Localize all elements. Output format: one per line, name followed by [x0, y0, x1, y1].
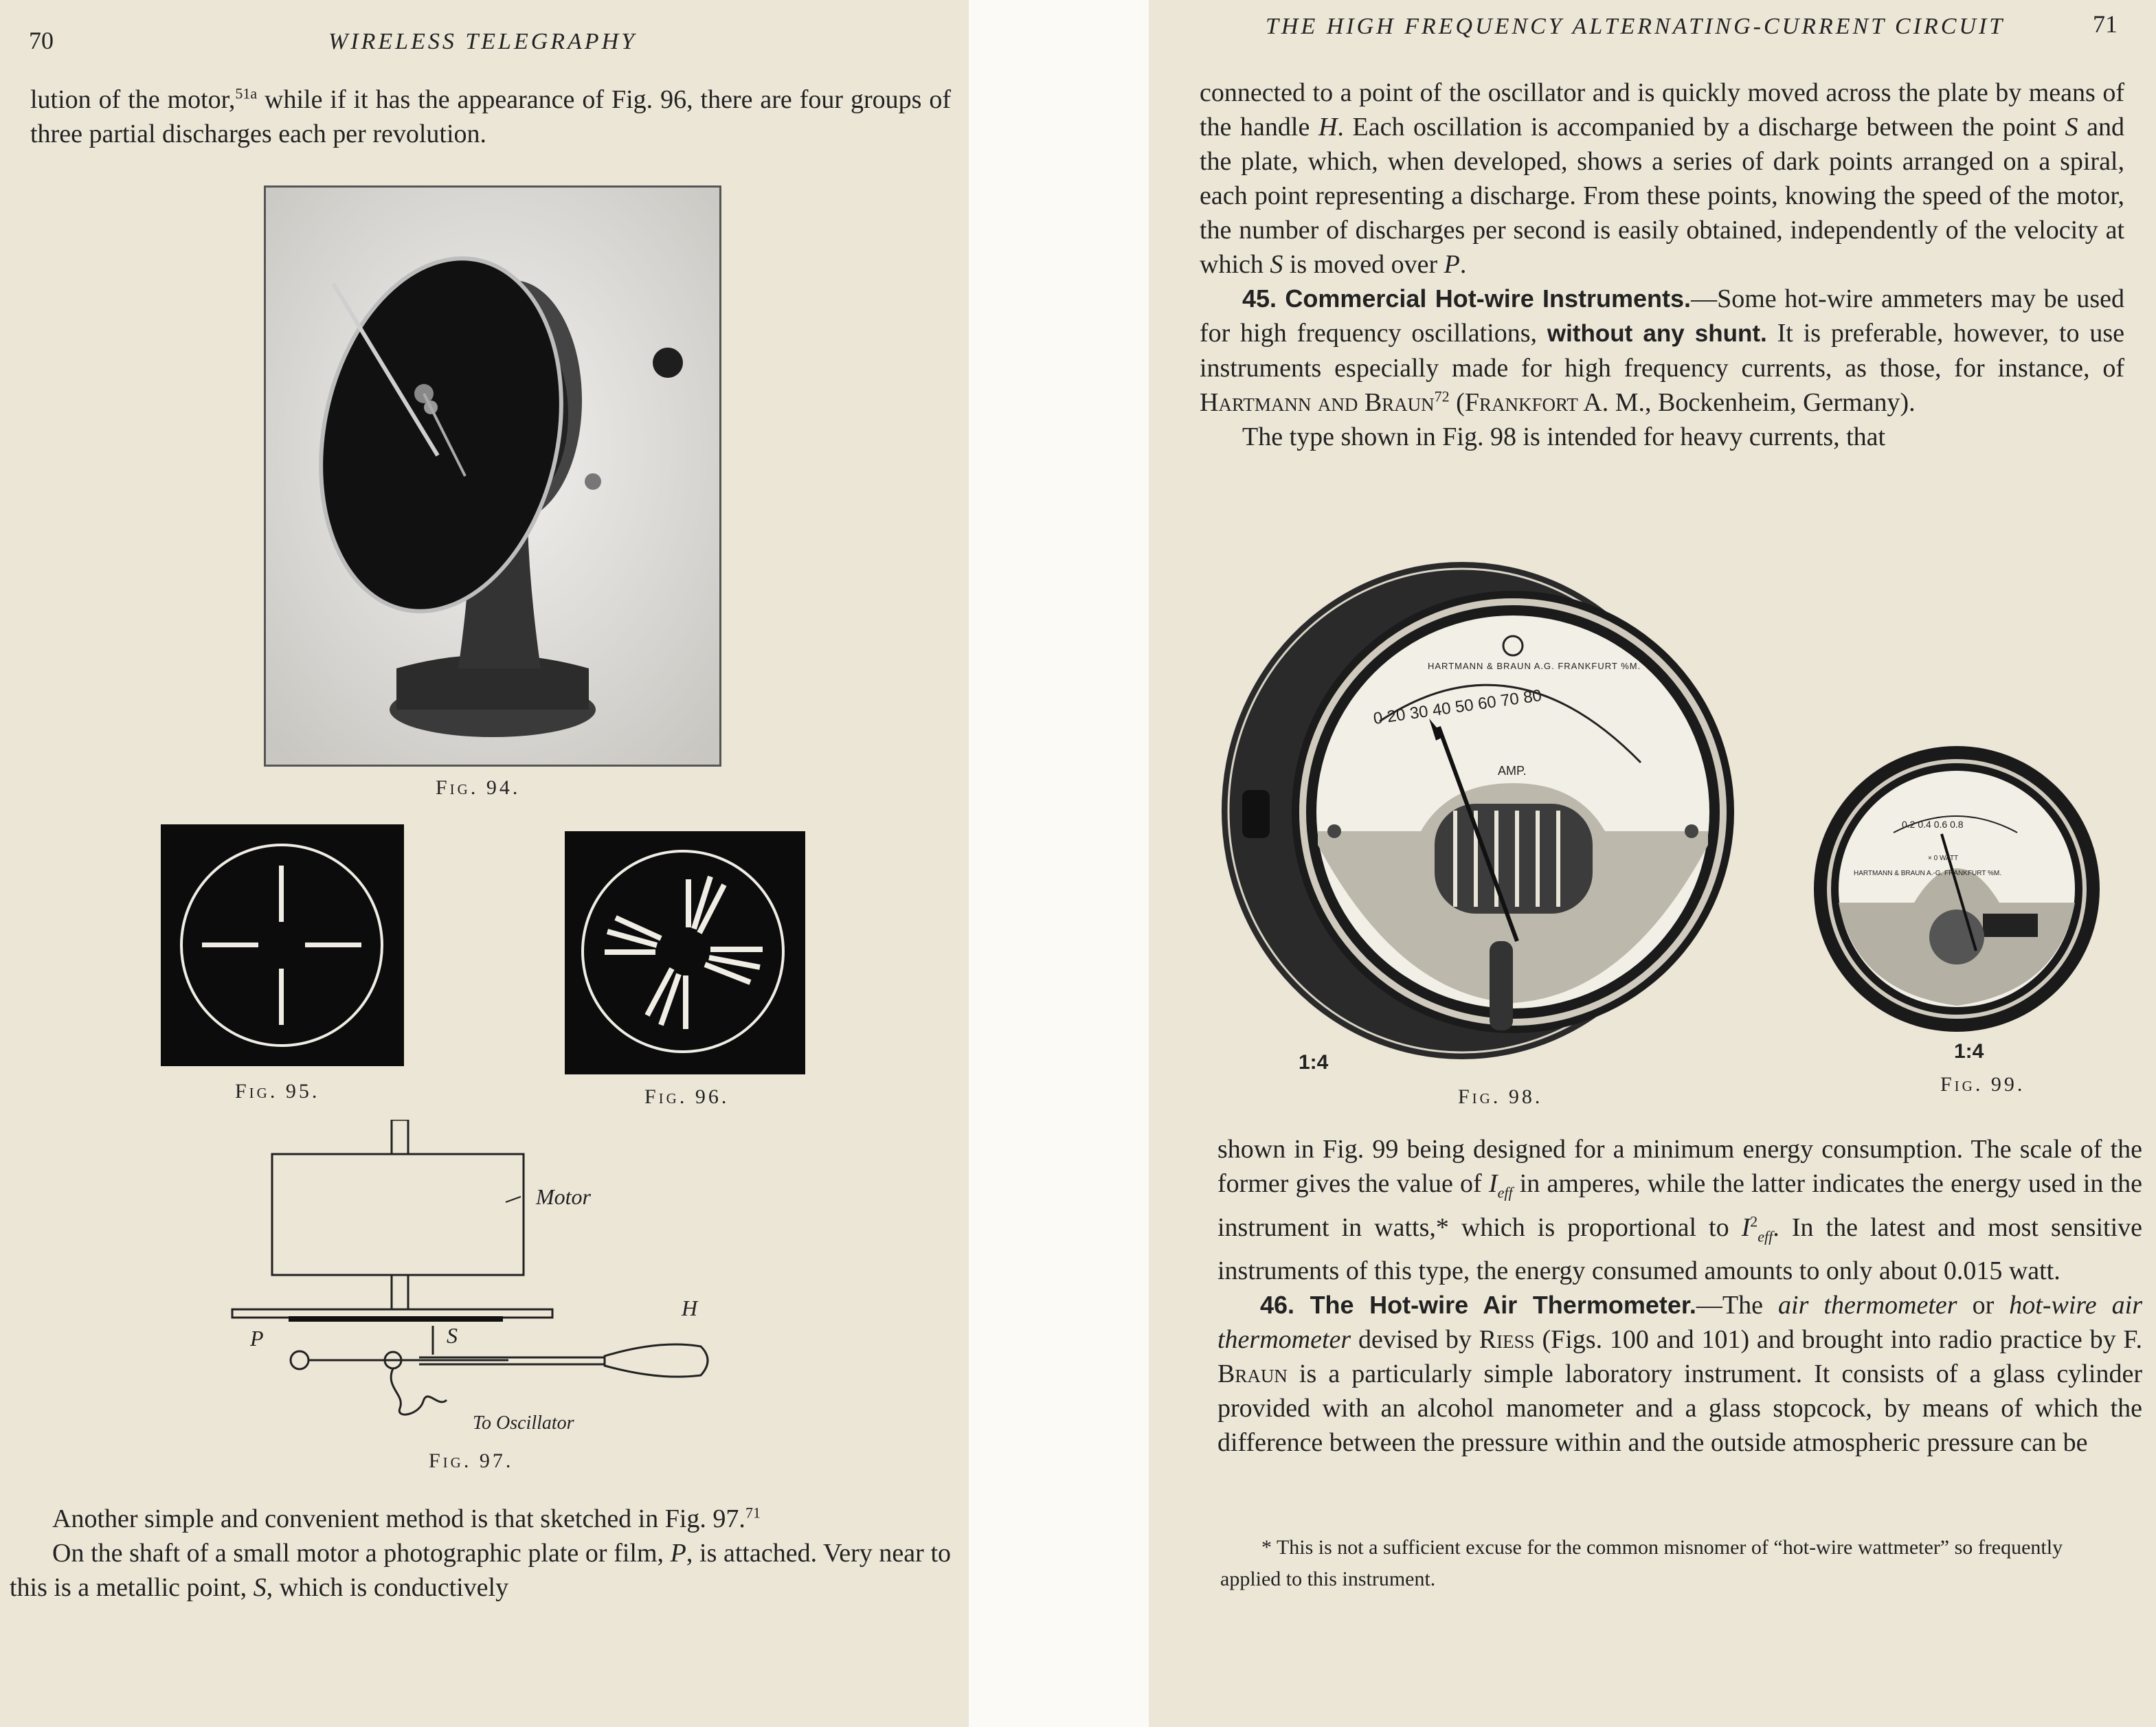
fig97-caption: Fig. 97. [429, 1449, 514, 1472]
fig99-unit-label: × 0 WATT [1928, 855, 1959, 862]
label-to-oscillator: To Oscillator [473, 1412, 574, 1434]
fig95-caption: Fig. 95. [235, 1080, 320, 1103]
label-S: S [447, 1323, 458, 1348]
page-number: 71 [2093, 10, 2118, 38]
paragraph-bottom: Another simple and convenient method is that sketched in Fig. 97.71 On the shaft of a small motor a photographic plate or film, P, is attached. Very near to this is a metallic point, S, which is conductively [10, 1504, 952, 1602]
label-P: P [250, 1326, 264, 1351]
fig99-scale-ratio: 1:4 [1954, 1040, 1984, 1063]
fig94-photo [264, 185, 721, 767]
fig98-scale-ratio: 1:4 [1299, 1051, 1329, 1074]
running-head: THE HIGH FREQUENCY ALTERNATING-CURRENT CIRCUIT [1266, 14, 2006, 39]
label-H: H [682, 1296, 698, 1320]
fig96-image [565, 831, 805, 1074]
fig98-ammeter-illustration [1215, 556, 1778, 1072]
fig98-maker-label: HARTMANN & BRAUN A.G. FRANKFURT %M. [1428, 661, 1641, 671]
paragraph-top: lution of the motor,$^{51a}$ while if it has the appearance of Fig. 96, there are four groups of three partial discharges each per revolution. [30, 84, 952, 148]
paragraph-top: connected to a point of the oscillator and is quickly moved across the plate by means of the handle H. Each oscillation is accompanied by a discharge between the point S and the plate, which, when developed, shows a series of dark points arranged on a spiral, each point representing a discharge. From these points, knowing the speed of the motor, the number of discharges per second is easily obtained, independently of the velocity at which S is moved over P. 45. Commercial Hot-wire Instruments.—Some hot-wire ammeters may be used for high frequency oscillations, without any shunt. It is preferable, however, to use instruments especially made for high frequency currents, as those, for instance, of Hartmann and Braun$^{72}$ (Frankfort A. M., Bockenheim, Germany). The type shown in Fig. 98 is intended for heavy currents, that [1200, 78, 2125, 451]
fig98-unit-label: AMP. [1498, 764, 1527, 778]
fig99-scale-ticks: 0.2 0.4 0.6 0.8 [1902, 819, 1964, 830]
fig98-scale-ticks: 0 20 30 40 50 60 70 80 [1372, 686, 1543, 729]
section-45-heading: 45. Commercial Hot-wire Instruments. [1242, 284, 1692, 313]
running-head: WIRELESS TELEGRAPHY [328, 29, 638, 54]
right-page [1149, 0, 2156, 1727]
left-page [0, 0, 969, 1727]
footnote: * This is not a sufficient excuse for the common misnomer of “hot-wire wattmeter” so frequently applied to this instrument. [1220, 1536, 2063, 1590]
fig99-caption: Fig. 99. [1940, 1073, 2025, 1096]
fig94-caption: Fig. 94. [436, 776, 521, 799]
fig98-caption: Fig. 98. [1458, 1085, 1543, 1108]
paragraph-bottom: shown in Fig. 99 being designed for a minimum energy consumption. The scale of the former gives the value of $I_{eff}$ in amperes, while the latter indicates the energy used in the instrument in watts,* which is proportional to $I^2_{eff}$. In the latest and most sensitive instruments of this type, the energy consumed amounts to only about 0.015 watt. 46. The Hot-wire Air Thermometer.—The air thermometer or hot-wire air thermometer devised by Riess (Figs. 100 and 101) and brought into radio practice by F. Braun is a particularly simple laboratory instrument. It consists of a glass cylinder provided with an alcohol manometer and a glass stopcock, by means of which the difference between the pressure within and the outside atmospheric pressure can be [1217, 1135, 2142, 1458]
fig99-maker-label: HARTMANN & BRAUN A.-G. FRANKFURT %M. [1854, 870, 2002, 877]
section-46-heading: 46. The Hot-wire Air Thermometer. [1260, 1291, 1696, 1320]
fig95-image [161, 824, 404, 1066]
label-motor: Motor [536, 1184, 591, 1209]
motor-photo-illustration [266, 188, 719, 765]
fig99-wattmeter-illustration [1811, 745, 2102, 1033]
fig96-caption: Fig. 96. [644, 1085, 730, 1108]
page-number: 70 [29, 27, 54, 54]
fig97-diagram [220, 1120, 742, 1434]
